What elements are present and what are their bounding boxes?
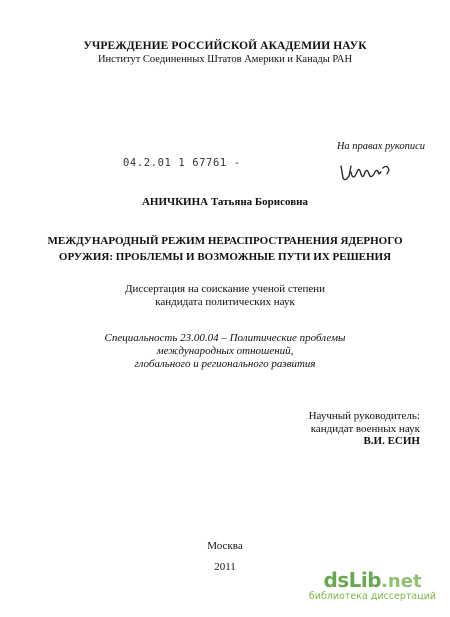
manuscript-note: На правах рукописи [336, 141, 425, 152]
supervisor-label: Научный руководитель: [308, 410, 420, 422]
specialty-line-3: глобального и регионального развития [134, 358, 316, 370]
specialty-line-1: Специальность 23.00.04 – Политические проблемы [104, 332, 346, 344]
author-name: АНИЧКИНА Татьяна Борисовна [141, 196, 309, 208]
watermark-subtitle: библиотека диссертаций [308, 591, 437, 602]
institute-name: Институт Соединенных Штатов Америки и Канады РАН [97, 54, 353, 65]
watermark-tld: .net [381, 571, 422, 592]
supervisor-degree: кандидат военных наук [310, 422, 420, 435]
specialty-line-2: международных отношений, [156, 345, 294, 357]
institution-name: УЧРЕЖДЕНИЕ РОССИЙСКОЙ АКАДЕМИИ НАУК [83, 40, 367, 52]
dissertation-title [0, 233, 450, 265]
supervisor-block [290, 410, 420, 448]
year: 2011 [214, 561, 236, 573]
specialty-block [0, 332, 450, 371]
supervisor-name: В.И. ЕСИН [363, 435, 420, 447]
degree-statement [0, 283, 450, 309]
document-code-stamp: 04.2.01 1 67761 - [123, 157, 241, 169]
title-line-2: ОРУЖИЯ: ПРОБЛЕМЫ И ВОЗМОЖНЫЕ ПУТИ ИХ РЕШЕНИЯ [58, 251, 392, 263]
handwritten-signature [337, 160, 397, 186]
city: Москва [207, 540, 243, 552]
degree-line-1: Диссертация на соискание ученой степени [124, 283, 326, 295]
degree-line-2: кандидата политических наук [155, 296, 295, 308]
watermark-brand: dsLib [323, 568, 382, 592]
title-line-1: МЕЖДУНАРОДНЫЙ РЕЖИМ НЕРАСПРОСТРАНЕНИЯ ЯДЕРНОГО [47, 235, 403, 247]
watermark-logo [300, 568, 445, 602]
